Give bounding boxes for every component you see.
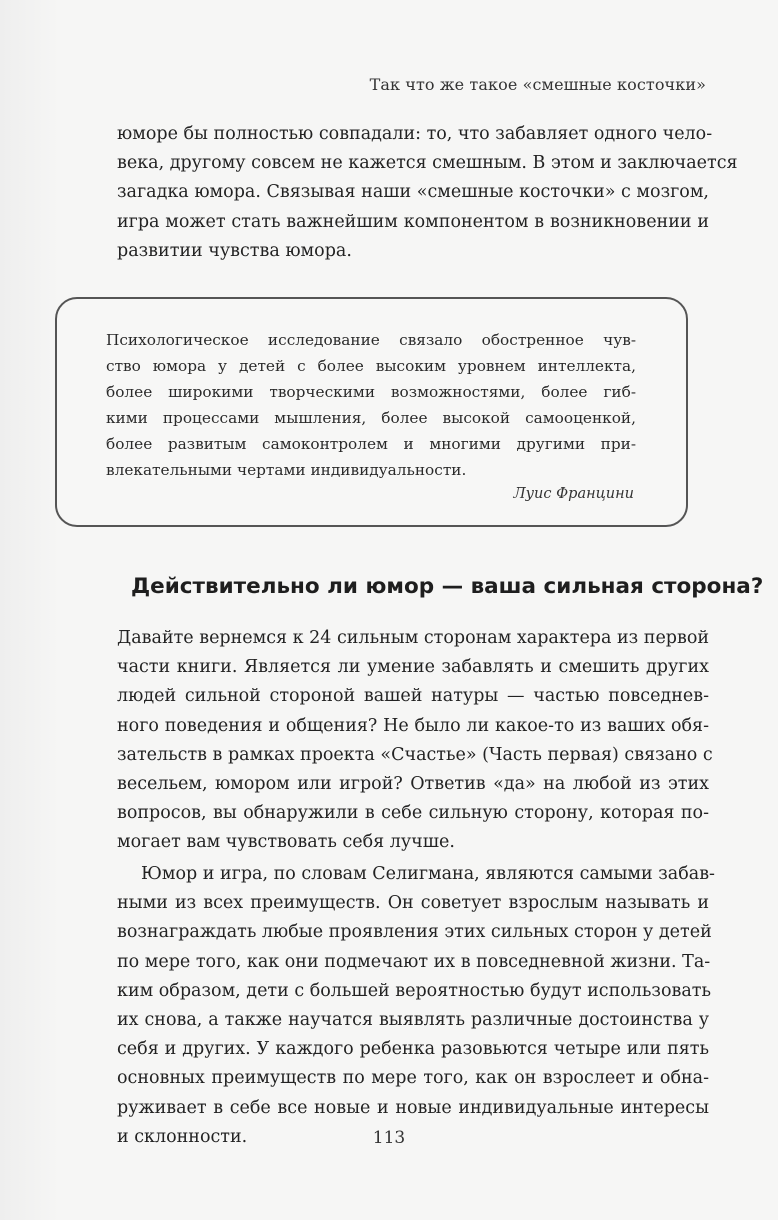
text-line: юморе бы полностью совпадали: то, что забавляет одного чело- (117, 124, 713, 144)
quote-line: влекательными чертами индивидуальности. (106, 461, 467, 479)
quote-line: более развитым самоконтролем и многими другими при- (106, 435, 636, 453)
text-line: по мере того, как они подмечают их в повседневной жизни. Та- (117, 951, 711, 972)
body-paragraph-1 (117, 624, 713, 858)
text-line: Юмор и игра, по словам Селигмана, являются самыми забав- (141, 864, 715, 884)
text-line: ного поведения и общения? Не было ли какое-то из ваших обя- (117, 715, 709, 736)
text-line: их снова, а также научатся выявлять различные достоинства у (117, 1010, 709, 1031)
text-line: весельем, юмором или игрой? Ответив «да» на любой из этих (117, 774, 709, 795)
quote-line: кими процессами мышления, более высокой самооценкой, (106, 409, 636, 427)
text-line: игра может стать важнейшим компонентом в возникновении и (117, 211, 709, 232)
text-line: загадка юмора. Связывая наши «смешные косточки» с мозгом, (117, 182, 709, 203)
text-line: ными из всех преимуществ. Он советует взрослым называть и (117, 893, 709, 914)
text-line: и склонности. (117, 1126, 248, 1147)
text-line: развитии чувства юмора. (117, 240, 352, 261)
quote-line: Психологическое исследование связало обостренное чув- (106, 331, 636, 349)
text-line: основных преимуществ по мере того, как он взрослеет и обна- (117, 1068, 709, 1089)
quote-line: более широкими творческими возможностями, более гиб- (106, 383, 636, 401)
page-number: 113 (372, 1128, 406, 1148)
quote-line: ство юмора у детей с более высоким уровнем интеллекта, (106, 357, 636, 375)
section-heading: Действительно ли юмор — ваша сильная сторона? (131, 574, 764, 599)
quote-box (55, 297, 688, 527)
text-line: вопросов, вы обнаружили в себе сильную сторону, которая по- (117, 803, 709, 824)
text-line: руживает в себе все новые и новые индивидуальные интересы (117, 1097, 709, 1118)
quote-author: Луис Францини (513, 486, 634, 502)
quote-text (106, 327, 636, 483)
text-line: части книги. Является ли умение забавлять и смешить других (117, 657, 709, 678)
text-line: зательств в рамках проекта «Счастье» (Часть первая) связано с (117, 744, 713, 765)
intro-paragraph (117, 120, 738, 266)
text-line: ким образом, дети с большей вероятностью будут использовать (117, 980, 711, 1001)
text-line: людей сильной стороной вашей натуры — частью повседнев- (117, 686, 709, 707)
text-line: себя и других. У каждого ребенка разовьются четыре или пять (117, 1039, 709, 1060)
text-line: Давайте вернемся к 24 сильным сторонам характера из первой (117, 628, 710, 648)
running-header: Так что же такое «смешные косточки» (369, 75, 706, 94)
text-line: века, другому совсем не кажется смешным. В этом и заключается (117, 153, 738, 174)
text-line: вознаграждать любые проявления этих сильных сторон у детей (117, 922, 712, 943)
text-line: могает вам чувствовать себя лучше. (117, 832, 455, 853)
body-paragraph-2 (117, 860, 715, 1152)
